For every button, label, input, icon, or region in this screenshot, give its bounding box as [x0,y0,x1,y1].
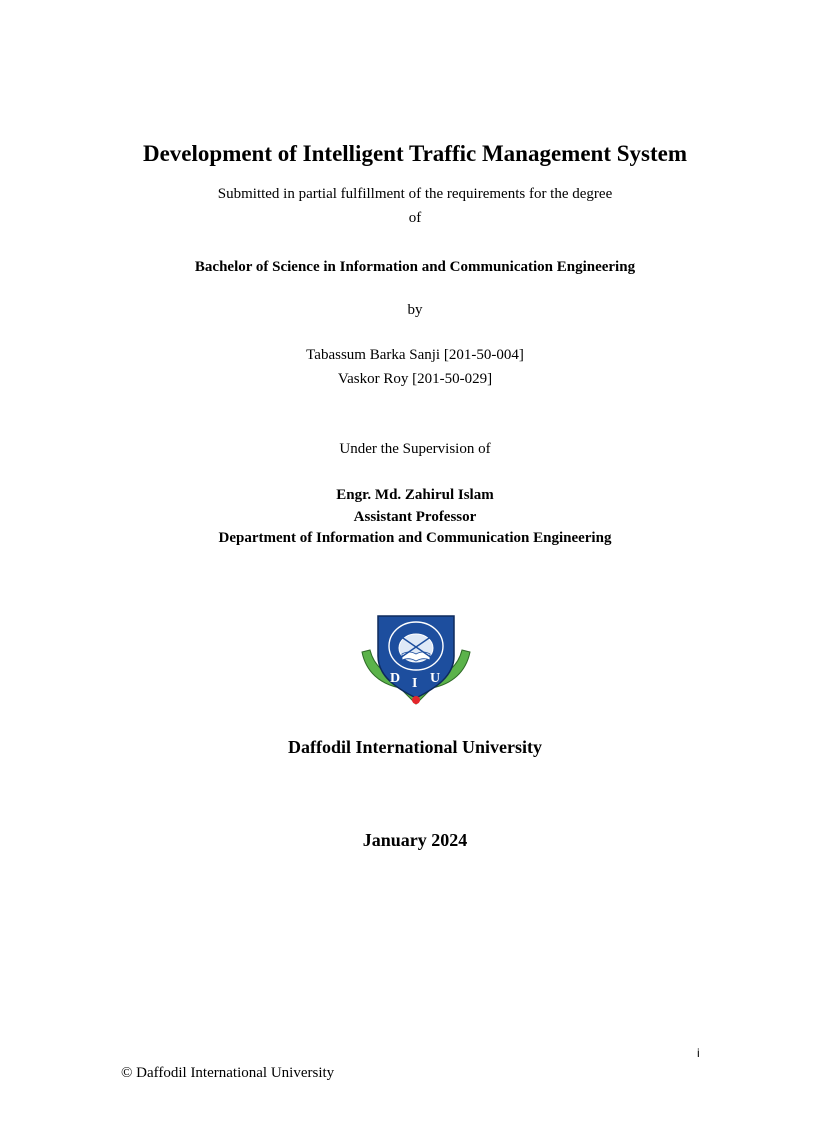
author-1: Tabassum Barka Sanji [201-50-004] [306,347,524,363]
supervision-label: Under the Supervision of [339,441,491,457]
supervisor-department: Department of Information and Communication Engineering [218,530,612,546]
university-logo [360,608,472,708]
page-number: i [697,1046,700,1060]
logo-letter-u: U [430,671,441,686]
by-line: by [407,302,423,318]
of-line: of [408,210,422,226]
copyright-footer: © Daffodil International University [121,1065,335,1081]
degree-name: Bachelor of Science in Information and Communication Engineering [194,259,636,275]
logo-letter-d: D [390,671,401,686]
document-title: Development of Intelligent Traffic Management System [142,141,687,166]
submission-date: January 2024 [362,830,468,850]
author-2: Vaskor Roy [201-50-029] [337,371,493,387]
submission-line: Submitted in partial fulfillment of the requirements for the degree [217,186,613,202]
university-name: Daffodil International University [288,737,542,757]
supervisor-name: Engr. Md. Zahirul Islam [336,487,494,503]
supervisor-designation: Assistant Professor [353,509,477,525]
logo-letter-i: I [412,676,418,691]
logo-ring-text: Daffodil International University [360,608,424,613]
